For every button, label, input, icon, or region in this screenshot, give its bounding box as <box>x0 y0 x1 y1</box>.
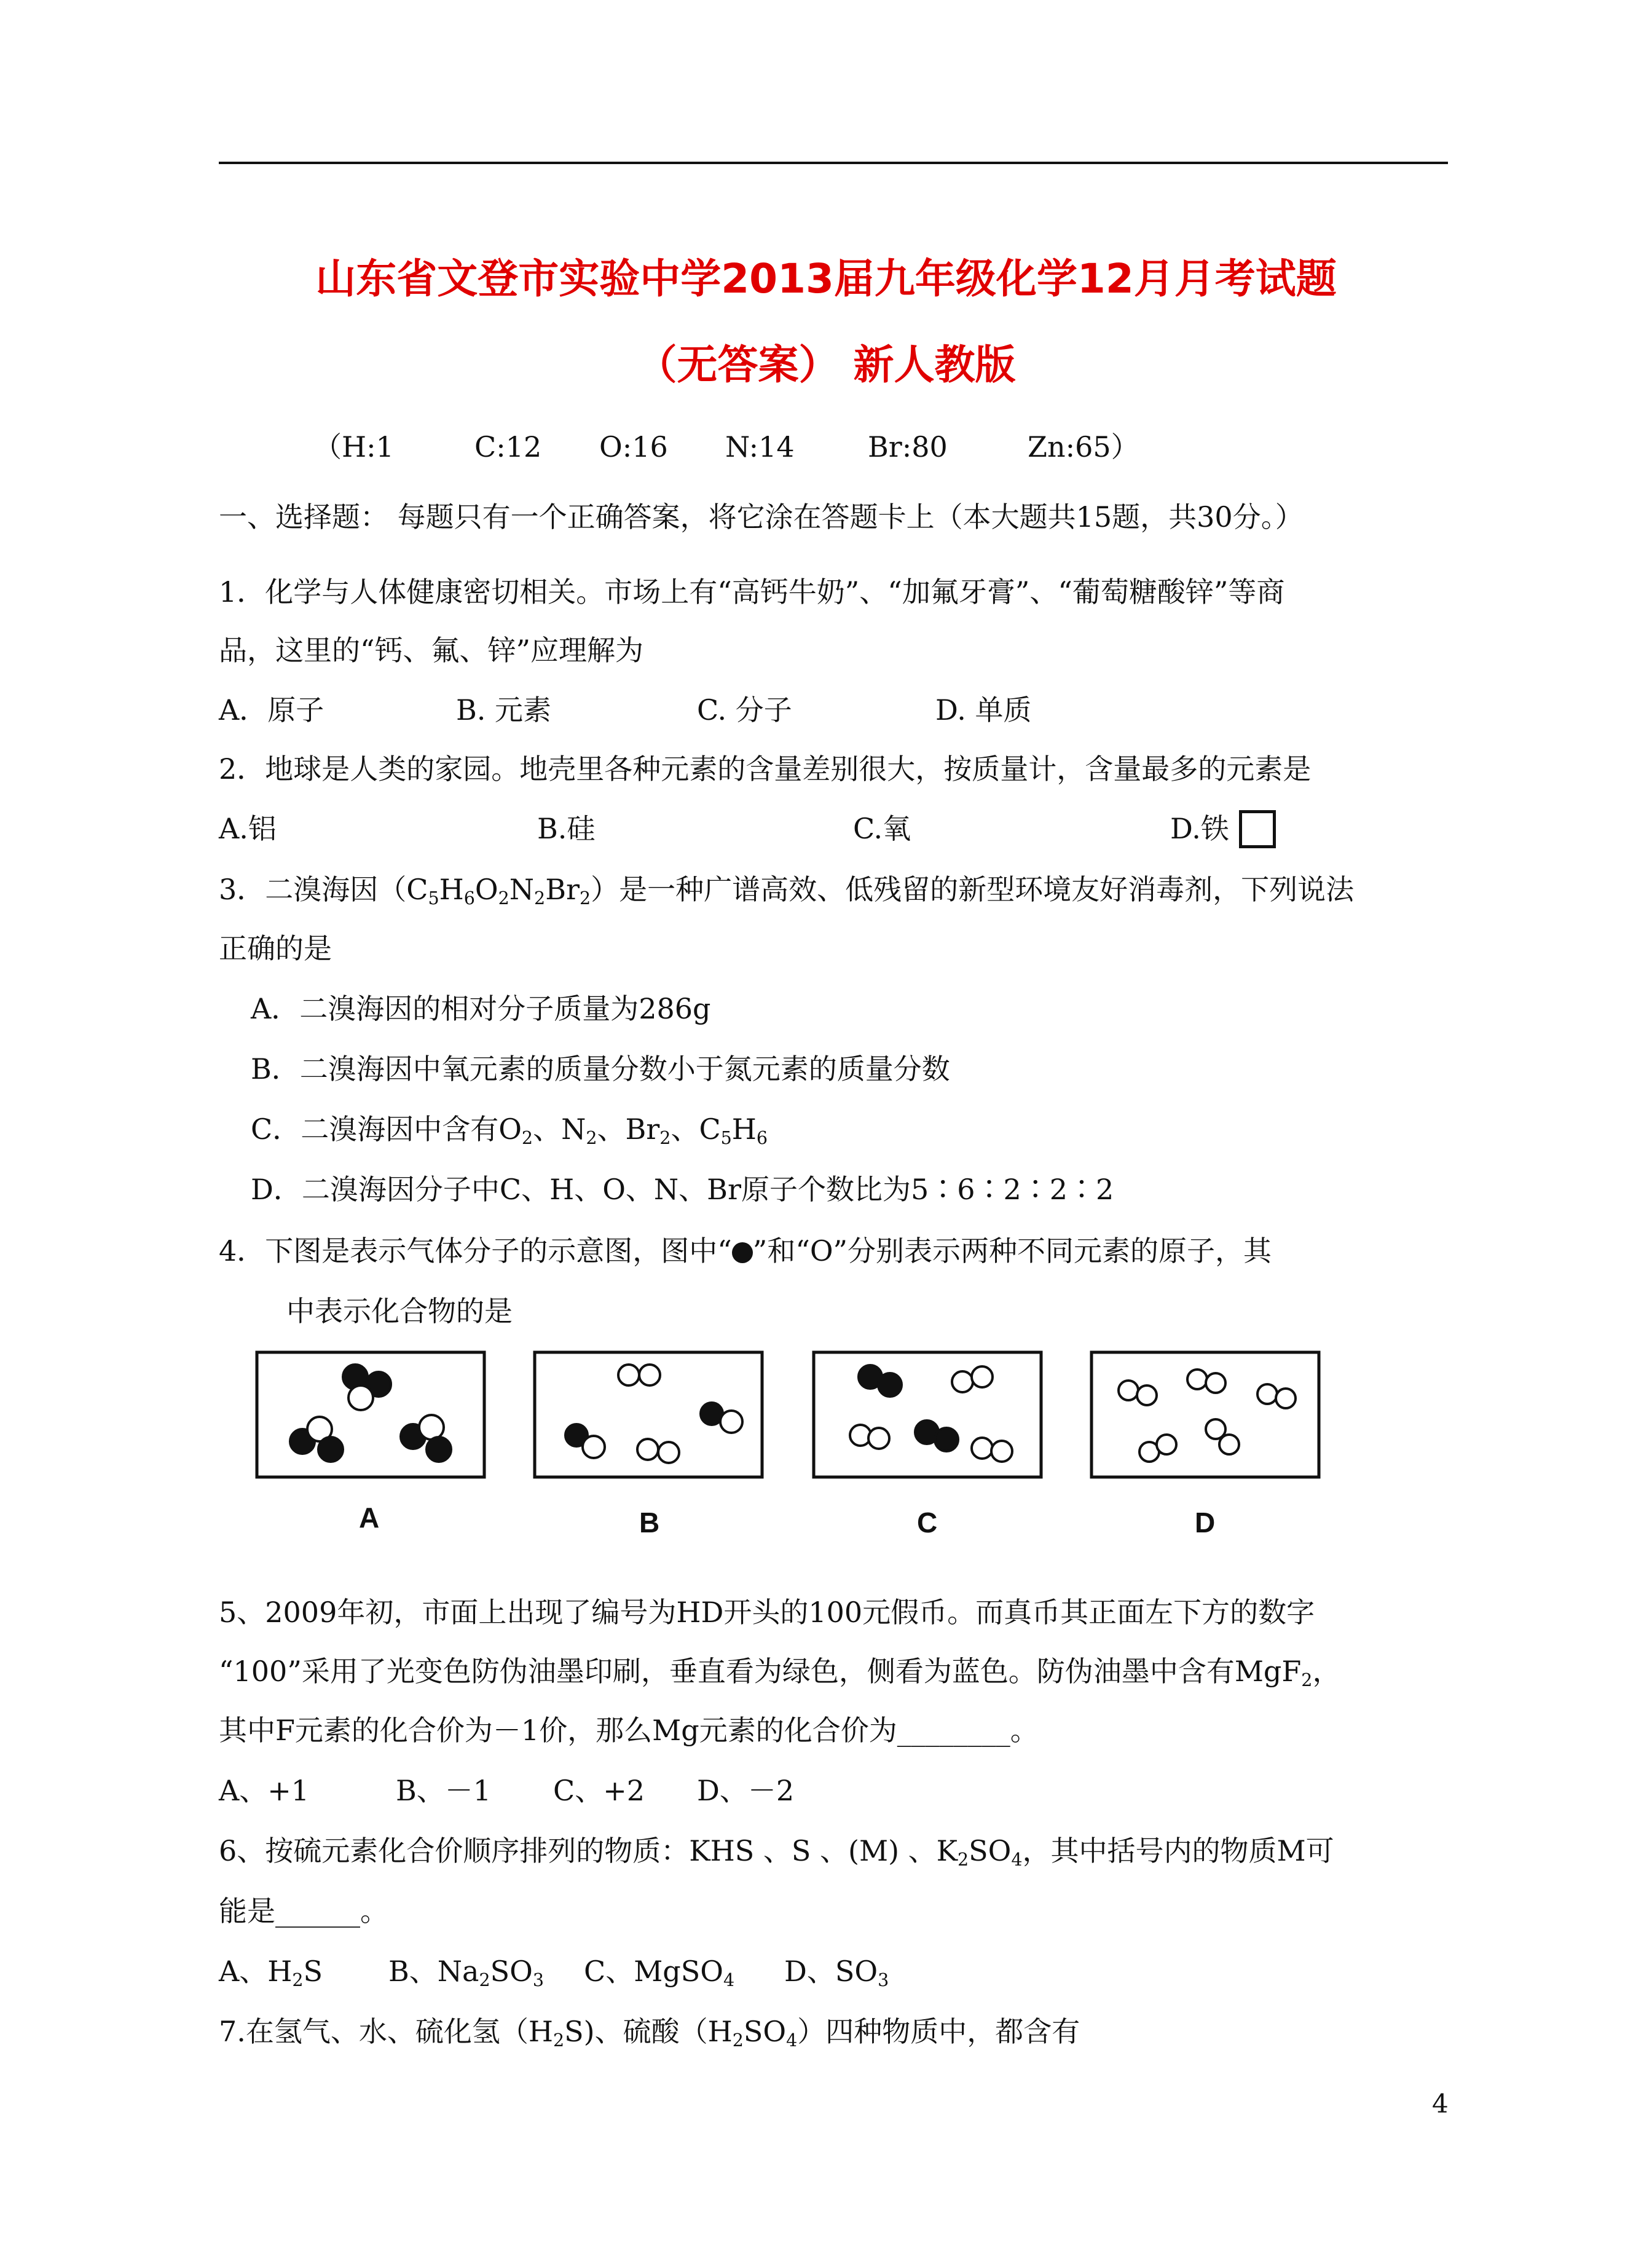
molecule-d2 <box>1187 1369 1225 1393</box>
q6-option-a: A、$H_2S$ <box>219 1955 323 1990</box>
section-heading: 一、选择题： 每题只有一个正确答案，将它涂在答题卡上（本大题共15题，共30分。） <box>219 500 1304 534</box>
q6-line1: 6、按硫元素化合价顺序排列的物质：KHS 、S 、(M) 、$K_2SO_4$，其中括号内的物质M可 <box>219 1834 1334 1870</box>
box-d <box>1092 1352 1319 1477</box>
q2-option-c: C.氧 <box>853 812 911 845</box>
box-label-d: D <box>1195 1507 1216 1539</box>
molecule-d5 <box>1139 1435 1176 1462</box>
q3-option-a: A．二溴海因的相对分子质量为286g <box>251 992 711 1025</box>
filled-atom-icon <box>732 1242 753 1263</box>
q5-line1: 5、2009年初，市面上出现了编号为HD开头的100元假币。而真币其正面左下方的数字 <box>219 1596 1315 1629</box>
molecule-c3 <box>850 1425 889 1449</box>
q4-line1: 4．下图是表示气体分子的示意图，图中“ ”和“O”分别表示两种不同元素的原子，其 <box>219 1234 1272 1267</box>
molecule-b4 <box>637 1439 679 1463</box>
q2-line1: 2．地球是人类的家园。地壳里各种元素的含量差别很大，按质量计，含量最多的元素是 <box>219 752 1312 786</box>
page-subtitle: （无答案） 新人教版 <box>636 341 1016 388</box>
mass-c: C:12 <box>474 430 542 463</box>
box-a <box>257 1352 484 1477</box>
mass-h: （H:1 <box>313 430 394 463</box>
molecule-a1 <box>343 1365 391 1410</box>
molecule-c2 <box>952 1366 993 1392</box>
answer-box <box>1239 810 1276 848</box>
q1-option-d: D. 单质 <box>935 693 1032 727</box>
box-label-c: C <box>917 1507 938 1539</box>
molecule-b2 <box>701 1403 742 1433</box>
mass-o: O:16 <box>599 430 668 463</box>
q6-option-c: C、MgSO$_4$ <box>584 1955 735 1990</box>
q5-option-d: D、－2 <box>697 1774 795 1807</box>
header-rule <box>219 162 1448 164</box>
q7-line1: 7.在氢气、水、硫化氢$(H_2S)$、硫酸$(H_2SO_4)$四种物质中，都含有 <box>219 2015 1080 2051</box>
q1-option-c: C. 分子 <box>697 693 792 727</box>
molecule-b3 <box>565 1424 605 1458</box>
page-title: 山东省文登市实验中学2013届九年级化学12月月考试题 <box>315 255 1337 302</box>
q1-line2: 品，这里的“钙、氟、锌”应理解为 <box>219 634 644 667</box>
q5-option-b: B、－1 <box>396 1774 492 1807</box>
molecule-c1 <box>859 1365 902 1397</box>
page-number: 4 <box>1432 2089 1449 2119</box>
molecule-a3 <box>401 1415 451 1462</box>
molecule-c5 <box>972 1438 1012 1462</box>
molecule-d1 <box>1119 1381 1157 1405</box>
molecule-d3 <box>1257 1384 1296 1408</box>
q5-option-c: C、+2 <box>553 1774 645 1807</box>
q3-line1: 3．二溴海因$(C_5H_6O_2N_2Br_2)$是一种广谱高效、低残留的新型环境友好消毒剂，下列说法 <box>219 873 1355 908</box>
q3-line2: 正确的是 <box>219 932 332 965</box>
formula-dibromohydantoin: $C_5H_6O_2N_2Br_2$ <box>406 873 591 908</box>
q6-option-d: D、$SO_3$ <box>784 1955 889 1990</box>
mass-br: Br:80 <box>868 430 948 463</box>
q5-option-a: A、+1 <box>219 1774 310 1807</box>
q1-option-b: B. 元素 <box>456 693 552 727</box>
q1-line1: 1．化学与人体健康密切相关。市场上有“高钙牛奶”、“加氟牙膏”、“葡萄糖酸锌”等商 <box>219 575 1285 609</box>
box-label-a: A <box>359 1502 380 1534</box>
q5-line3: 其中F元素的化合价为－1价，那么Mg元素的化合价为________。 <box>219 1714 1039 1747</box>
q2-option-a: A.铝 <box>219 812 277 845</box>
molecule-c4 <box>915 1421 958 1451</box>
q6-line2: 能是______。 <box>219 1894 388 1928</box>
q1-option-a: A．原子 <box>219 693 324 727</box>
molecule-d4 <box>1206 1419 1239 1454</box>
q5-line2: “100”采用了光变色防伪油墨印刷，垂直看为绿色，侧看为蓝色。防伪油墨中含有MgF$_2$， <box>219 1655 1341 1690</box>
q2-option-b: B.硅 <box>537 812 596 845</box>
q2-option-d: D.铁 <box>1170 812 1229 845</box>
box-c <box>814 1352 1041 1477</box>
mass-zn: Zn:65） <box>1028 430 1139 463</box>
mass-n: N:14 <box>725 430 795 463</box>
q3-option-b: B．二溴海因中氧元素的质量分数小于氮元素的质量分数 <box>251 1052 950 1086</box>
box-label-b: B <box>639 1507 660 1539</box>
q4-line2: 中表示化合物的是 <box>286 1295 513 1328</box>
molecule-b1 <box>618 1365 660 1385</box>
q3-option-d: D．二溴海因分子中C、H、O、N、Br原子个数比为5∶6∶2∶2∶2 <box>251 1173 1114 1206</box>
q3-option-c: C．二溴海因中含有$O_2$、$N_2$、$Br_2$、$C_5H_6$ <box>251 1113 768 1148</box>
box-b <box>535 1352 762 1477</box>
molecule-a2 <box>290 1417 343 1462</box>
q6-option-b: B、$Na_2SO_3$ <box>388 1955 545 1990</box>
